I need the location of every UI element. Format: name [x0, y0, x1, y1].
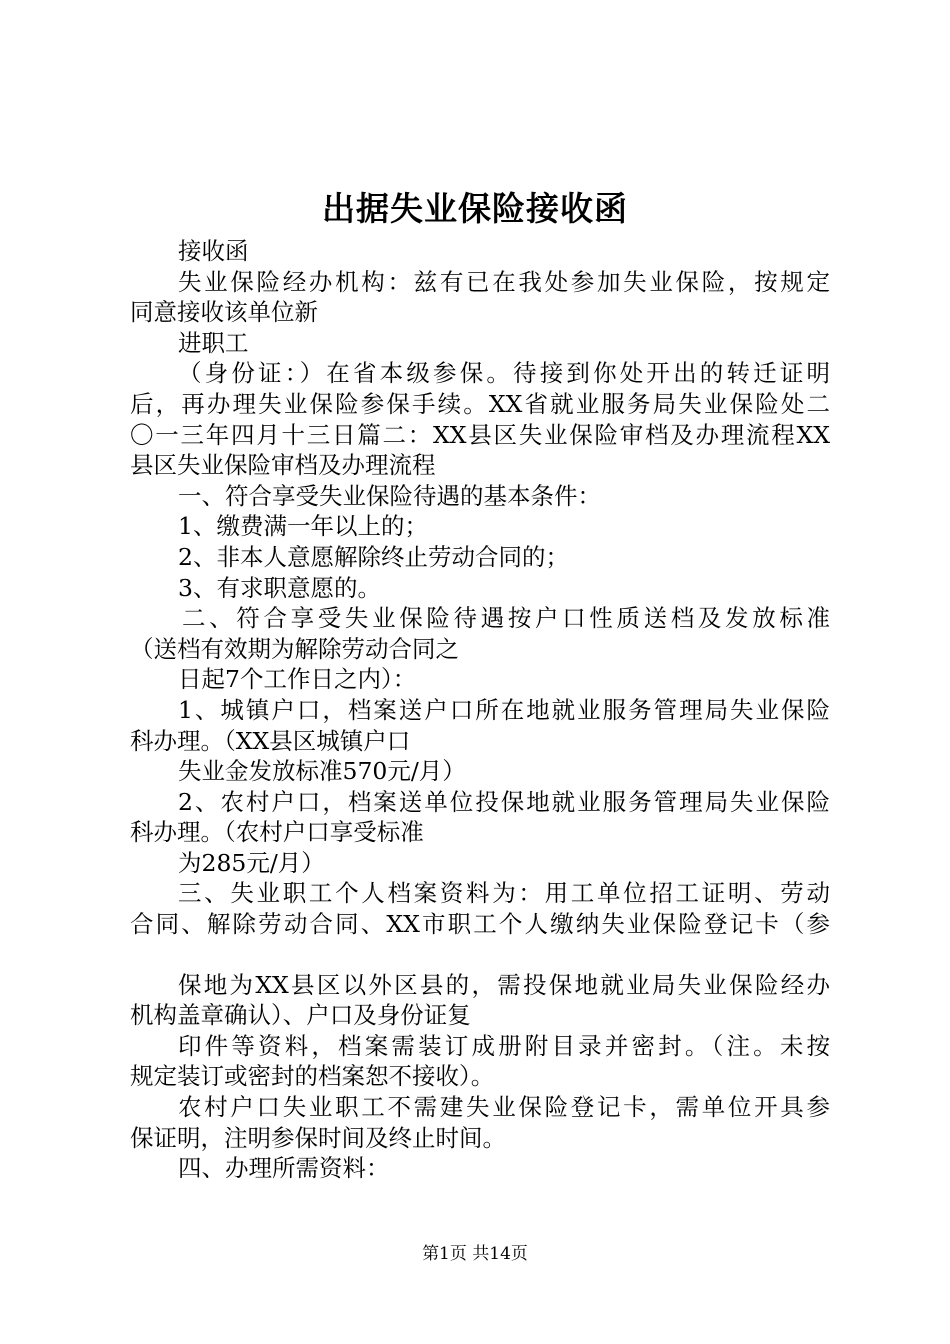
paragraph-line: 合同、解除劳动合同、XX市职工个人缴纳失业保险登记卡（参: [130, 910, 830, 939]
document-title: 出据失业保险接收函: [322, 189, 628, 228]
paragraph-line: 1、城镇户口，档案送户口所在地就业服务管理局失业保险: [178, 695, 830, 724]
paragraph-line: 1、缴费满一年以上的；: [178, 512, 428, 541]
paragraph-line: 接收函: [178, 237, 249, 265]
paragraph-line: 〇一三年四月十三日篇二：XX县区失业保险审档及办理流程XX: [130, 420, 830, 449]
page-footer: 第1页 共14页: [422, 1244, 528, 1264]
paragraph-line: 县区失业保险审档及办理流程: [130, 451, 436, 480]
paragraph-line: （送档有效期为解除劳动合同之: [130, 634, 459, 663]
paragraph-line: 失业保险经办机构：兹有已在我处参加失业保险，按规定: [178, 267, 830, 296]
paragraph-line: 规定装订或密封的档案恕不接收）。: [130, 1062, 495, 1091]
paragraph-line: 同意接收该单位新: [130, 298, 318, 327]
paragraph-line: 四、办理所需资料：: [178, 1154, 390, 1183]
paragraph-line: 保地为XX县区以外区县的，需投保地就业局失业保险经办: [178, 970, 830, 999]
paragraph-line: 一、符合享受失业保险待遇的基本条件：: [178, 481, 601, 510]
paragraph-line: 三、失业职工个人档案资料为：用工单位招工证明、劳动: [178, 879, 830, 908]
paragraph-line: 科办理。（XX县区城镇户口: [130, 726, 411, 755]
paragraph-line: 农村户口失业职工不需建失业保险登记卡，需单位开具参: [178, 1093, 830, 1122]
paragraph-line: 印件等资料，档案需装订成册附目录并密封。（注。未按: [178, 1031, 830, 1060]
document-body: [130, 236, 830, 1184]
paragraph-line: 3、有求职意愿的。: [178, 573, 381, 602]
paragraph-line: 科办理。（农村户口享受标准: [130, 818, 424, 847]
paragraph-line: 日起7个工作日之内）：: [178, 665, 417, 694]
paragraph-line: 为285元/月）: [178, 848, 325, 877]
paragraph-line: （身份证：）在省本级参保。待接到你处开出的转迁证明: [178, 359, 830, 388]
paragraph-line: 进职工: [178, 328, 249, 357]
paragraph-line: 2、非本人意愿解除终止劳动合同的；: [178, 542, 569, 571]
paragraph-line: 失业金发放标准570元/月）: [178, 757, 466, 786]
paragraph-line: 后，再办理失业保险参保手续。XX省就业服务局失业保险处二: [130, 389, 830, 418]
paragraph-line: 机构盖章确认）、户口及身份证复: [130, 1001, 471, 1030]
paragraph-line: 二、符合享受失业保险待遇按户口性质送档及发放标准: [182, 604, 830, 633]
blank-line: [130, 940, 830, 970]
paragraph-line: 保证明，注明参保时间及终止时间。: [130, 1123, 506, 1152]
paragraph-line: 2、农村户口，档案送单位投保地就业服务管理局失业保险: [178, 787, 830, 816]
